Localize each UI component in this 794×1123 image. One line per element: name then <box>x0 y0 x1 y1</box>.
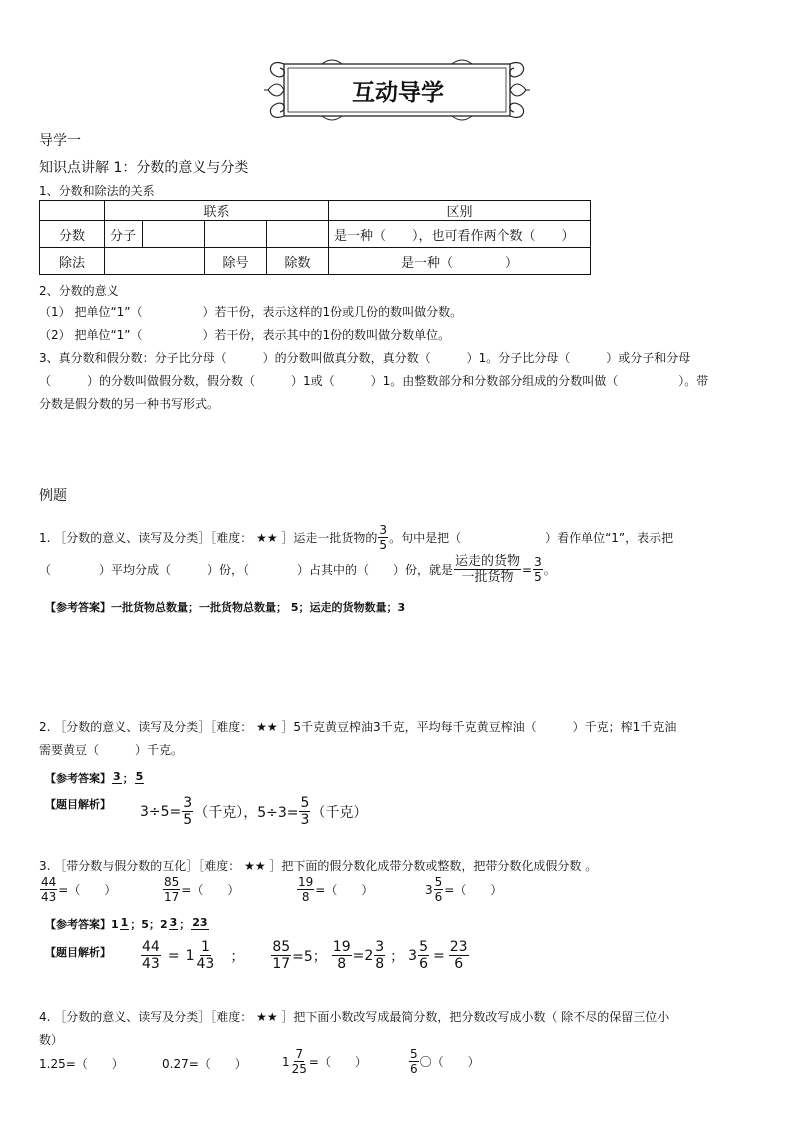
separator: ； <box>230 948 245 965</box>
fraction-numerator: 44 <box>142 939 160 955</box>
fraction-numerator: 1 <box>120 916 129 929</box>
q1-text-a: 1. ［分数的意义、读写及分类］［难度： ★★ ］运走一批货物的 <box>39 531 378 545</box>
q4-problem-3 <box>282 1048 367 1075</box>
table-cell <box>143 221 205 248</box>
q4-problem-1: 1.25=（ ） <box>39 1057 124 1071</box>
table-cell <box>40 201 105 221</box>
question-2-line-2: 需要黄豆（ ）千克。 <box>39 743 184 757</box>
fraction-numerator: 19 <box>298 875 314 889</box>
fraction-denominator: 17 <box>164 890 180 904</box>
fraction-numerator: 44 <box>41 875 57 889</box>
whole-number: 3 <box>408 947 418 964</box>
q3-problem-1 <box>39 876 116 903</box>
fraction-numerator: 19 <box>332 939 351 955</box>
fraction-denominator: 8 <box>301 890 310 904</box>
fraction <box>169 917 179 931</box>
fraction-numerator: 7 <box>295 1047 304 1061</box>
fraction-numerator: 3 <box>113 770 121 783</box>
knowledge-title: 知识点讲解 1：分数的意义与分类 <box>39 160 249 176</box>
question-1-line-1 <box>39 524 673 551</box>
question-1-line-2 <box>39 555 556 584</box>
table-cell <box>105 248 205 275</box>
fraction <box>409 1048 419 1075</box>
answer-blank: =（ ） <box>308 1055 367 1069</box>
table-cell <box>267 221 329 248</box>
fraction <box>135 771 145 785</box>
item3-line: （ ）的分数叫做假分数，假分数（ ）1或（ ）1。由整数部分和分数部分组成的分数叫做（ ）。带 <box>39 374 709 388</box>
equals-text: =2 <box>352 947 374 964</box>
fraction <box>418 940 429 971</box>
fraction <box>374 940 385 971</box>
fraction-numerator: 3 <box>379 523 388 537</box>
q3-answer <box>45 916 210 932</box>
page-title: 互动导学 <box>352 79 444 106</box>
q3-analysis <box>140 940 470 971</box>
fraction <box>449 940 469 971</box>
answer-blank: =（ ） <box>58 883 117 897</box>
item3-line: 分数是假分数的另一种书写形式。 <box>39 397 220 411</box>
equals-text: =5； <box>292 948 327 965</box>
fraction <box>141 940 161 971</box>
fraction-numerator: 23 <box>449 939 468 955</box>
fraction <box>332 940 352 971</box>
fraction-denominator: 3 <box>300 812 310 828</box>
fraction-numerator: 23 <box>192 916 208 929</box>
fraction-denominator: 5 <box>534 570 542 584</box>
fraction <box>191 917 208 931</box>
fraction <box>112 771 122 785</box>
examples-heading: 例题 <box>39 488 67 504</box>
fraction-numerator: 3 <box>183 795 193 811</box>
q3-problem-2 <box>162 876 239 903</box>
fraction-numerator: 1 <box>200 939 210 955</box>
fraction-denominator: 5 <box>379 538 388 552</box>
fraction-denominator: 8 <box>375 956 385 972</box>
fraction-denominator <box>199 930 201 931</box>
fraction-denominator: 8 <box>337 956 347 972</box>
whole-number: 1 <box>185 947 195 964</box>
table-cell: 是一种（ ） <box>329 248 591 275</box>
fraction-denominator: 43 <box>41 890 57 904</box>
q1-text-l2: （ ）平均分成（ ）份，（ ）占其中的（ ）份，就是 <box>39 563 454 577</box>
separator: ；5； <box>130 918 160 931</box>
q1-answer: 【参考答案】一批货物总数量；一批货物总数量； 5；运走的货物数量；3 <box>45 601 406 614</box>
fraction <box>120 917 130 931</box>
fraction <box>378 524 388 551</box>
separator: ； <box>179 918 191 931</box>
fraction-denominator <box>138 784 140 785</box>
fraction-denominator: 6 <box>434 890 443 904</box>
q2-analysis <box>140 796 367 827</box>
fraction-numerator: 5 <box>419 939 429 955</box>
compare-blank: 〇（ ） <box>419 1055 480 1069</box>
fraction-denominator <box>123 930 125 931</box>
fraction-numerator: 5 <box>434 875 443 889</box>
whole-number: 2 <box>159 917 168 931</box>
fraction <box>182 796 193 827</box>
fraction-numerator: 3 <box>169 916 178 929</box>
item2-line: （2） 把单位“1”（ ）若干份，表示其中的1份的数叫做分数单位。 <box>39 328 451 342</box>
table-row-label: 分数 <box>40 221 105 248</box>
whole-number: 3 <box>425 882 433 897</box>
analysis-text: 3÷5= <box>140 803 182 820</box>
table-header-diff: 区别 <box>329 201 591 221</box>
fraction-denominator: 17 <box>272 956 291 972</box>
fraction-denominator: 一批货物 <box>461 570 514 585</box>
q3-problem-4 <box>425 876 502 903</box>
answer-blank: =（ ） <box>444 883 503 897</box>
fraction-denominator: 25 <box>291 1062 307 1076</box>
whole-number: 1 <box>282 1054 290 1069</box>
question-3-title: 3. ［带分数与假分数的互化］［难度： ★★ ］把下面的假分数化成带分数或整数，把带分数化成假分数 。 <box>39 859 598 873</box>
item2-line: （1） 把单位“1”（ ）若干份，表示这样的1份或几份的数叫做分数。 <box>39 305 463 319</box>
table-cell: 分子 <box>105 221 143 248</box>
answer-blank: =（ ） <box>181 883 240 897</box>
item3-line: 3、真分数和假分数：分子比分母（ ）的分数叫做真分数，真分数（ ）1。分子比分母（ ）或分子和分母 <box>39 351 691 365</box>
separator: ； <box>390 948 405 965</box>
fraction-denominator <box>116 784 118 785</box>
fraction <box>195 940 215 971</box>
fraction <box>299 796 310 827</box>
fraction-denominator: 5 <box>183 812 193 828</box>
question-4-line-2: 数） <box>39 1033 64 1047</box>
table-row-label: 除法 <box>40 248 105 275</box>
fraction <box>297 876 314 903</box>
analysis-text: （千克），5÷3= <box>194 804 299 821</box>
q4-problem-2: 0.27=（ ） <box>162 1057 247 1071</box>
fraction-division-table <box>39 200 591 275</box>
q2-answer <box>45 770 145 786</box>
fraction-numerator: 3 <box>375 939 385 955</box>
fraction-denominator: 43 <box>196 956 215 972</box>
whole-number: 1 <box>111 917 119 931</box>
fraction-numerator: 5 <box>410 1047 418 1061</box>
q1-text-b: 。句中是把（ ）看作单位“1”，表示把 <box>389 531 674 545</box>
fraction <box>291 1048 308 1075</box>
fraction-numerator: 5 <box>300 795 310 811</box>
table-header-link: 联系 <box>105 201 329 221</box>
fraction-numerator: 运走的货物 <box>455 554 521 569</box>
word-fraction <box>454 555 521 584</box>
answer-label: 【参考答案】 <box>45 918 111 931</box>
separator: ； <box>122 772 134 785</box>
item1-title: 1、分数和除法的关系 <box>39 184 155 198</box>
q2-analysis-label: 【题目解析】 <box>45 798 111 811</box>
question-4-line-1: 4. ［分数的意义、读写及分类］［难度： ★★ ］把下面小数改写成最简分数，把分数改写成小数（ 除不尽的保留三位小 <box>39 1010 670 1024</box>
fraction <box>271 940 291 971</box>
q3-problem-3 <box>296 876 373 903</box>
equals-sign: = <box>167 947 180 964</box>
fraction <box>434 876 444 903</box>
fraction-denominator: 6 <box>410 1062 418 1076</box>
table-cell <box>205 221 267 248</box>
q3-analysis-label: 【题目解析】 <box>45 946 111 959</box>
section-heading: 导学一 <box>39 133 81 149</box>
answer-blank: =（ ） <box>315 883 374 897</box>
equals-sign: = <box>522 562 533 577</box>
q4-problem-4 <box>408 1048 480 1075</box>
analysis-text: （千克） <box>311 804 368 821</box>
period: 。 <box>543 563 556 577</box>
fraction-numerator: 5 <box>135 770 144 783</box>
table-cell: 是一种（ ），也可看作两个数（ ） <box>329 221 591 248</box>
fraction-numerator: 3 <box>534 555 542 569</box>
fraction <box>533 556 543 583</box>
fraction-numerator: 85 <box>164 875 180 889</box>
table-cell: 除号 <box>205 248 267 275</box>
answer-label: 【参考答案】 <box>45 772 111 785</box>
item2-title: 2、分数的意义 <box>39 284 119 298</box>
fraction-denominator: 6 <box>454 956 464 972</box>
equals-sign: = <box>433 947 445 964</box>
fraction-denominator: 43 <box>142 956 160 972</box>
fraction <box>163 876 180 903</box>
fraction-denominator <box>172 930 174 931</box>
fraction <box>40 876 57 903</box>
fraction-denominator: 6 <box>419 956 429 972</box>
fraction-numerator: 85 <box>272 939 291 955</box>
table-cell: 除数 <box>267 248 329 275</box>
question-2-line-1: 2. ［分数的意义、读写及分类］［难度： ★★ ］5千克黄豆榨油3千克，平均每千克黄豆榨油（ ）千克；榨1千克油 <box>39 720 677 734</box>
